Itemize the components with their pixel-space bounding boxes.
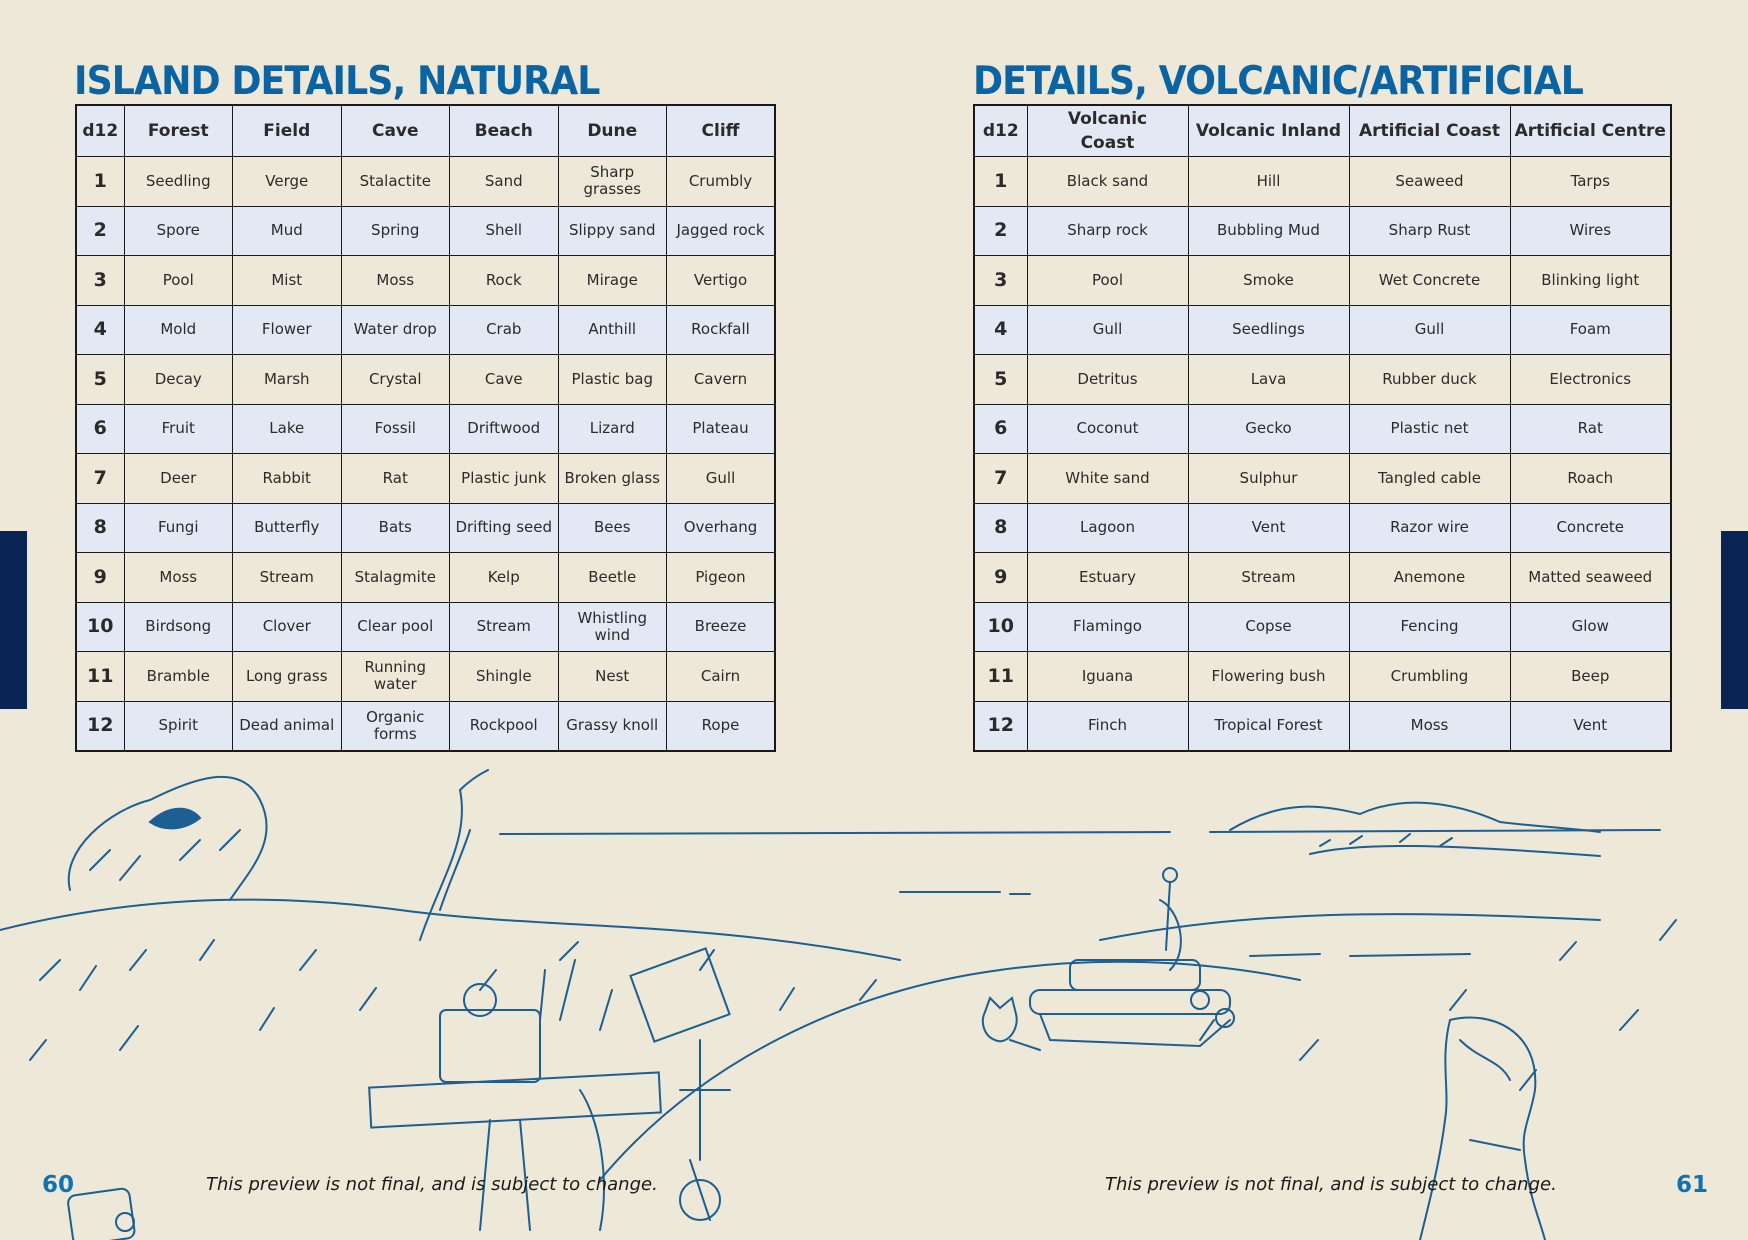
table-cell: Cairn xyxy=(667,652,776,702)
table-cell: Broken glass xyxy=(558,454,667,504)
table-cell: Rabbit xyxy=(233,454,342,504)
table-cell: Stalactite xyxy=(341,157,450,207)
horizon-line xyxy=(500,830,1660,834)
tab-marker-right xyxy=(1721,531,1748,709)
page-number-right: 61 xyxy=(1676,1172,1709,1198)
table-row xyxy=(76,701,775,751)
table-cell: Wires xyxy=(1510,206,1671,256)
volcanic-table-body xyxy=(974,157,1671,752)
table-cell: Drifting seed xyxy=(450,503,559,553)
table-row xyxy=(974,652,1671,702)
table-cell: Driftwood xyxy=(450,404,559,454)
table-row xyxy=(76,404,775,454)
volcanic-artificial-details-table xyxy=(973,104,1672,752)
table-cell: Rockfall xyxy=(667,305,776,355)
table-cell: Breeze xyxy=(667,602,776,652)
table-cell: Seedling xyxy=(124,157,233,207)
table-cell: Lizard xyxy=(558,404,667,454)
table-row xyxy=(76,503,775,553)
table-cell: Sharp rock xyxy=(1027,206,1188,256)
table-cell: Rock xyxy=(450,256,559,306)
table-header-row xyxy=(76,105,775,157)
roll-number-cell: 8 xyxy=(974,503,1027,553)
tab-marker-left xyxy=(0,531,27,709)
table-row xyxy=(76,355,775,405)
table-row xyxy=(974,355,1671,405)
distant-island-icon xyxy=(1230,803,1600,856)
table-row xyxy=(974,553,1671,603)
roll-number-cell: 12 xyxy=(76,701,124,751)
table-cell: White sand xyxy=(1027,454,1188,504)
table-header-row xyxy=(974,105,1671,157)
table-cell: Gull xyxy=(1349,305,1510,355)
table-cell: Clear pool xyxy=(341,602,450,652)
table-cell: Estuary xyxy=(1027,553,1188,603)
table-cell: Bramble xyxy=(124,652,233,702)
table-cell: Kelp xyxy=(450,553,559,603)
table-cell: Nest xyxy=(558,652,667,702)
table-cell: Plastic net xyxy=(1349,404,1510,454)
table-row xyxy=(974,503,1671,553)
roll-number-cell: 12 xyxy=(974,701,1027,751)
table-cell: Lava xyxy=(1188,355,1349,405)
table-cell: Decay xyxy=(124,355,233,405)
table-row xyxy=(974,206,1671,256)
table-cell: Tropical Forest xyxy=(1188,701,1349,751)
table-cell: Plateau xyxy=(667,404,776,454)
table-cell: Gull xyxy=(667,454,776,504)
table-cell: Plastic bag xyxy=(558,355,667,405)
natural-table-body xyxy=(76,157,775,752)
table-cell: Overhang xyxy=(667,503,776,553)
preview-note-left: This preview is not final, and is subject to change. xyxy=(206,1174,658,1195)
table-cell: Mold xyxy=(124,305,233,355)
column-header: Artificial Coast xyxy=(1349,105,1510,157)
table-cell: Mist xyxy=(233,256,342,306)
table-cell: Razor wire xyxy=(1349,503,1510,553)
rover-vehicle-icon xyxy=(1030,868,1234,1046)
table-cell: Finch xyxy=(1027,701,1188,751)
table-cell: Beep xyxy=(1510,652,1671,702)
table-cell: Cavern xyxy=(667,355,776,405)
table-cell: Rockpool xyxy=(450,701,559,751)
table-row xyxy=(974,305,1671,355)
table-cell: Iguana xyxy=(1027,652,1188,702)
table-cell: Organic forms xyxy=(341,701,450,751)
table-cell: Dead animal xyxy=(233,701,342,751)
table-cell: Cave xyxy=(450,355,559,405)
roll-number-cell: 1 xyxy=(974,157,1027,207)
table-cell: Coconut xyxy=(1027,404,1188,454)
table-cell: Bubbling Mud xyxy=(1188,206,1349,256)
table-cell: Plastic junk xyxy=(450,454,559,504)
table-cell: Spore xyxy=(124,206,233,256)
page-number-left: 60 xyxy=(42,1172,75,1198)
table-cell: Smoke xyxy=(1188,256,1349,306)
rock-outcrop-icon xyxy=(69,777,267,900)
table-cell: Stream xyxy=(1188,553,1349,603)
column-header: Artificial Centre xyxy=(1510,105,1671,157)
table-cell: Seaweed xyxy=(1349,157,1510,207)
table-cell: Sand xyxy=(450,157,559,207)
right-page-title: DETAILS, VOLCANIC/ARTIFICIAL xyxy=(973,59,1583,104)
table-row xyxy=(76,305,775,355)
roll-number-cell: 8 xyxy=(76,503,124,553)
table-cell: Flamingo xyxy=(1027,602,1188,652)
table-cell: Water drop xyxy=(341,305,450,355)
table-cell: Flower xyxy=(233,305,342,355)
table-cell: Fruit xyxy=(124,404,233,454)
table-cell: Vent xyxy=(1188,503,1349,553)
landscape-illustration xyxy=(0,760,1748,1240)
roll-number-cell: 1 xyxy=(76,157,124,207)
table-cell: Blinking light xyxy=(1510,256,1671,306)
roll-number-cell: 2 xyxy=(974,206,1027,256)
table-cell: Rope xyxy=(667,701,776,751)
table-cell: Jagged rock xyxy=(667,206,776,256)
table-cell: Black sand xyxy=(1027,157,1188,207)
table-row xyxy=(974,602,1671,652)
table-cell: Wet Concrete xyxy=(1349,256,1510,306)
table-row xyxy=(76,602,775,652)
table-cell: Spring xyxy=(341,206,450,256)
table-row xyxy=(974,701,1671,751)
table-cell: Rat xyxy=(1510,404,1671,454)
roll-number-cell: 7 xyxy=(974,454,1027,504)
hill-line xyxy=(600,962,1300,1180)
table-cell: Long grass xyxy=(233,652,342,702)
roll-number-cell: 10 xyxy=(974,602,1027,652)
table-cell: Stream xyxy=(233,553,342,603)
roll-number-cell: 7 xyxy=(76,454,124,504)
table-row xyxy=(76,454,775,504)
column-header: Forest xyxy=(124,105,233,157)
column-header: Cave xyxy=(341,105,450,157)
table-cell: Pool xyxy=(1027,256,1188,306)
roll-number-cell: 11 xyxy=(76,652,124,702)
table-cell: Stream xyxy=(450,602,559,652)
table-cell: Spirit xyxy=(124,701,233,751)
roll-number-cell: 9 xyxy=(974,553,1027,603)
column-header: Cliff xyxy=(667,105,776,157)
table-row xyxy=(974,157,1671,207)
table-cell: Tarps xyxy=(1510,157,1671,207)
roll-number-cell: 5 xyxy=(76,355,124,405)
roll-number-cell: 3 xyxy=(974,256,1027,306)
column-header: Volcanic Coast xyxy=(1027,105,1188,157)
table-cell: Deer xyxy=(124,454,233,504)
table-cell: Detritus xyxy=(1027,355,1188,405)
table-cell: Moss xyxy=(1349,701,1510,751)
roll-number-cell: 11 xyxy=(974,652,1027,702)
table-cell: Sharp grasses xyxy=(558,157,667,207)
table-cell: Slippy sand xyxy=(558,206,667,256)
table-cell: Shell xyxy=(450,206,559,256)
column-header: d12 xyxy=(76,105,124,157)
roll-number-cell: 6 xyxy=(974,404,1027,454)
table-cell: Birdsong xyxy=(124,602,233,652)
table-row xyxy=(76,256,775,306)
roll-number-cell: 4 xyxy=(76,305,124,355)
table-cell: Whistling wind xyxy=(558,602,667,652)
table-cell: Tangled cable xyxy=(1349,454,1510,504)
table-cell: Foam xyxy=(1510,305,1671,355)
table-row xyxy=(974,454,1671,504)
table-row xyxy=(974,256,1671,306)
table-cell: Verge xyxy=(233,157,342,207)
table-cell: Hill xyxy=(1188,157,1349,207)
roll-number-cell: 5 xyxy=(974,355,1027,405)
table-cell: Clover xyxy=(233,602,342,652)
table-cell: Anthill xyxy=(558,305,667,355)
column-header: Beach xyxy=(450,105,559,157)
table-cell: Glow xyxy=(1510,602,1671,652)
hooded-figure-icon xyxy=(1420,1018,1545,1240)
table-cell: Pool xyxy=(124,256,233,306)
roll-number-cell: 9 xyxy=(76,553,124,603)
cat-creature-icon xyxy=(983,998,1040,1050)
table-cell: Fencing xyxy=(1349,602,1510,652)
table-cell: Running water xyxy=(341,652,450,702)
table-cell: Rat xyxy=(341,454,450,504)
table-cell: Shingle xyxy=(450,652,559,702)
table-row xyxy=(76,652,775,702)
table-row xyxy=(76,553,775,603)
table-cell: Roach xyxy=(1510,454,1671,504)
table-cell: Copse xyxy=(1188,602,1349,652)
table-cell: Marsh xyxy=(233,355,342,405)
table-cell: Vent xyxy=(1510,701,1671,751)
table-cell: Concrete xyxy=(1510,503,1671,553)
table-cell: Matted seaweed xyxy=(1510,553,1671,603)
table-cell: Anemone xyxy=(1349,553,1510,603)
table-cell: Flowering bush xyxy=(1188,652,1349,702)
table-cell: Bats xyxy=(341,503,450,553)
column-header: d12 xyxy=(974,105,1027,157)
table-cell: Lagoon xyxy=(1027,503,1188,553)
roll-number-cell: 4 xyxy=(974,305,1027,355)
column-header: Volcanic Inland xyxy=(1188,105,1349,157)
table-cell: Mud xyxy=(233,206,342,256)
table-cell: Butterfly xyxy=(233,503,342,553)
table-cell: Moss xyxy=(341,256,450,306)
table-cell: Grassy knoll xyxy=(558,701,667,751)
column-header: Dune xyxy=(558,105,667,157)
table-cell: Pigeon xyxy=(667,553,776,603)
table-cell: Beetle xyxy=(558,553,667,603)
column-header: Field xyxy=(233,105,342,157)
preview-note-right: This preview is not final, and is subject to change. xyxy=(1105,1174,1557,1195)
natural-details-table xyxy=(75,104,776,752)
table-cell: Electronics xyxy=(1510,355,1671,405)
table-cell: Moss xyxy=(124,553,233,603)
roll-number-cell: 2 xyxy=(76,206,124,256)
hill-line xyxy=(0,900,900,960)
table-cell: Seedlings xyxy=(1188,305,1349,355)
table-cell: Fossil xyxy=(341,404,450,454)
table-cell: Gecko xyxy=(1188,404,1349,454)
roll-number-cell: 10 xyxy=(76,602,124,652)
table-cell: Fungi xyxy=(124,503,233,553)
table-row xyxy=(974,404,1671,454)
left-page-title: ISLAND DETAILS, NATURAL xyxy=(74,59,600,104)
table-cell: Rubber duck xyxy=(1349,355,1510,405)
table-cell: Crab xyxy=(450,305,559,355)
table-cell: Gull xyxy=(1027,305,1188,355)
table-cell: Stalagmite xyxy=(341,553,450,603)
table-cell: Sulphur xyxy=(1188,454,1349,504)
table-cell: Crumbly xyxy=(667,157,776,207)
table-row xyxy=(76,206,775,256)
table-cell: Vertigo xyxy=(667,256,776,306)
roll-number-cell: 3 xyxy=(76,256,124,306)
roll-number-cell: 6 xyxy=(76,404,124,454)
table-cell: Lake xyxy=(233,404,342,454)
table-cell: Sharp Rust xyxy=(1349,206,1510,256)
table-cell: Crystal xyxy=(341,355,450,405)
table-row xyxy=(76,157,775,207)
table-cell: Bees xyxy=(558,503,667,553)
table-cell: Mirage xyxy=(558,256,667,306)
table-cell: Crumbling xyxy=(1349,652,1510,702)
